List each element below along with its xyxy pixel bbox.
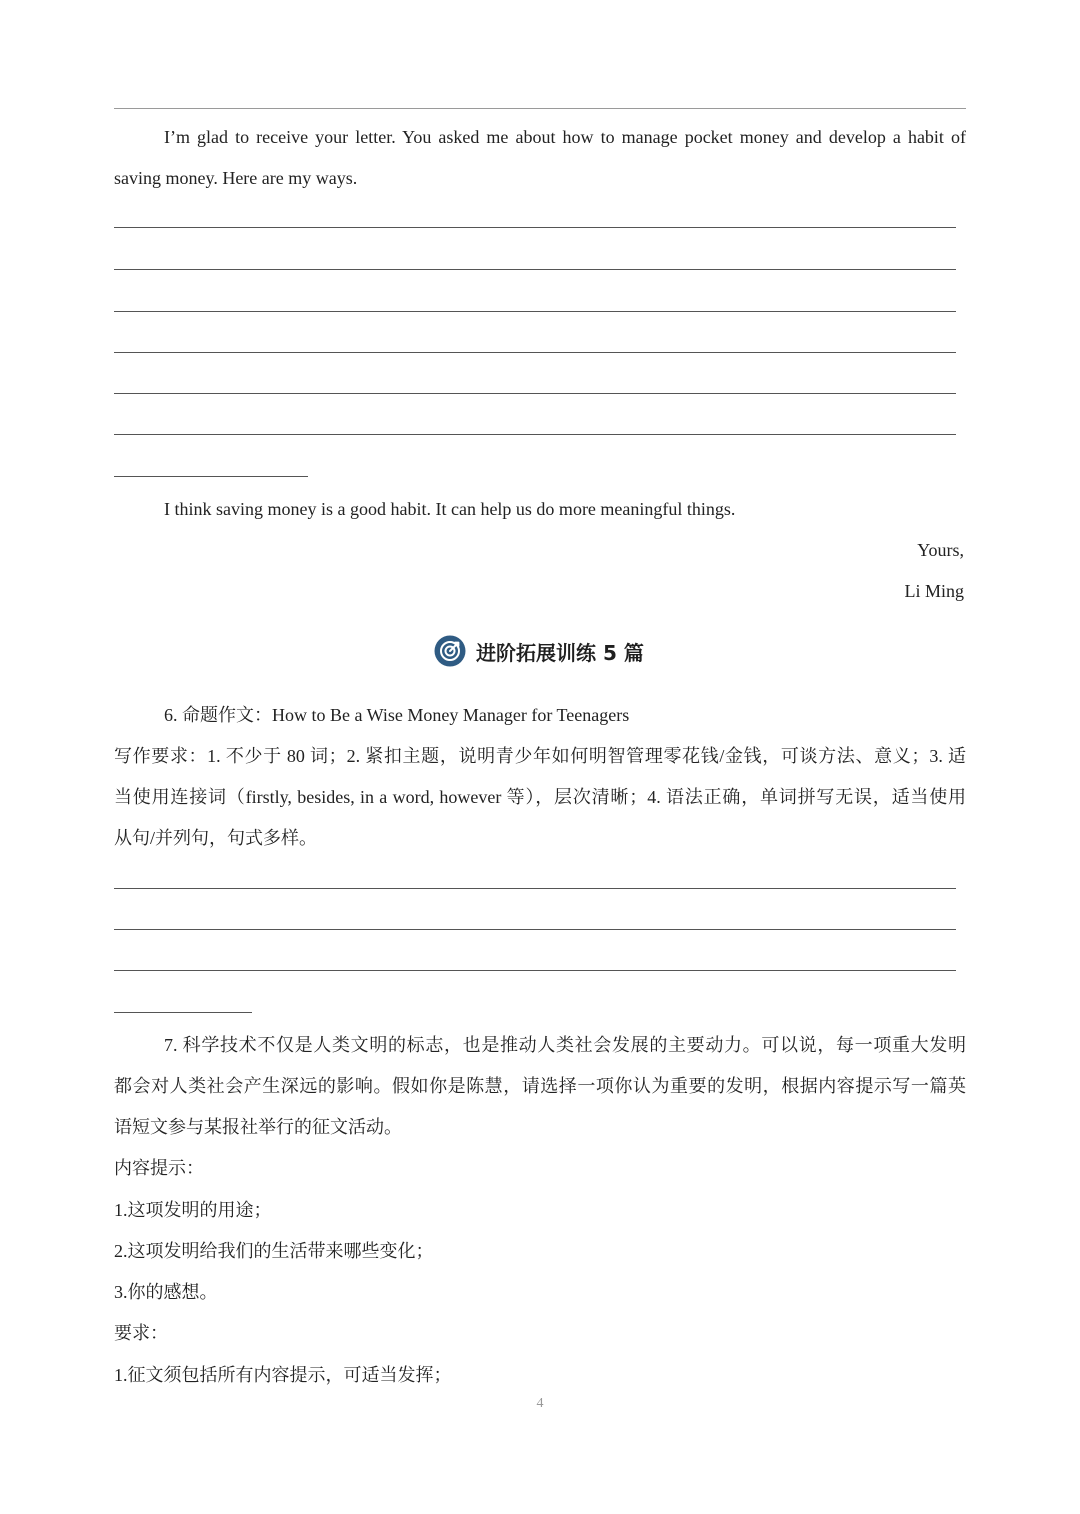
target-icon: [434, 635, 466, 667]
answer-line: [114, 311, 956, 312]
answer-line: [114, 434, 956, 435]
q7-requirement-heading: 要求：: [114, 1323, 168, 1343]
answer-line-short: [114, 476, 308, 477]
letter-closing: I think saving money is a good habit. It can help us do more meaningful things.: [164, 499, 736, 519]
answer-line: [114, 352, 956, 353]
answer-line: [114, 970, 956, 971]
top-divider: [114, 108, 966, 109]
answer-line: [114, 929, 956, 930]
letter-signoff: Yours,: [917, 540, 964, 560]
answer-line: [114, 269, 956, 270]
q7-requirement-item: 1.征文须包括所有内容提示，可适当发挥；: [114, 1365, 452, 1385]
q7-hint-item: 2.这项发明给我们的生活带来哪些变化；: [114, 1241, 434, 1261]
q7-line-1: 7. 科学技术不仅是人类文明的标志，也是推动人类社会发展的主要动力。可以说，每一项重大发明: [164, 1035, 966, 1055]
answer-line-short: [114, 1012, 252, 1013]
letter-opening-line-1: I’m glad to receive your letter. You asked me about how to manage pocket money and develop a habit of: [164, 127, 966, 147]
q7-line-2: 都会对人类社会产生深远的影响。假如你是陈慧，请选择一项你认为重要的发明，根据内容提示写一篇英: [114, 1076, 966, 1096]
section-title: 进阶拓展训练 5 篇: [476, 640, 644, 665]
letter-signature: Li Ming: [904, 581, 964, 601]
answer-line: [114, 393, 956, 394]
answer-line: [114, 888, 956, 889]
q6-requirement-line-2: 当使用连接词（firstly, besides, in a word, however 等），层次清晰；4. 语法正确，单词拼写无误，适当使用: [114, 787, 966, 807]
letter-opening-line-2: saving money. Here are my ways.: [114, 168, 358, 188]
page-number: 4: [536, 1396, 544, 1411]
q6-requirement-line-1: 写作要求：1. 不少于 80 词；2. 紧扣主题，说明青少年如何明智管理零花钱/金钱，可谈方法、意义；3. 适: [114, 746, 966, 766]
q7-line-3: 语短文参与某报社举行的征文活动。: [114, 1117, 402, 1137]
q6-title: 6. 命题作文：How to Be a Wise Money Manager for Teenagers: [164, 705, 630, 725]
q7-hint-item: 1.这项发明的用途；: [114, 1200, 272, 1220]
q7-hint-item: 3.你的感想。: [114, 1282, 218, 1302]
q7-hint-heading: 内容提示：: [114, 1158, 204, 1178]
section-heading: [434, 634, 644, 668]
q6-requirement-line-3: 从句/并列句，句式多样。: [114, 828, 317, 848]
answer-line: [114, 227, 956, 228]
